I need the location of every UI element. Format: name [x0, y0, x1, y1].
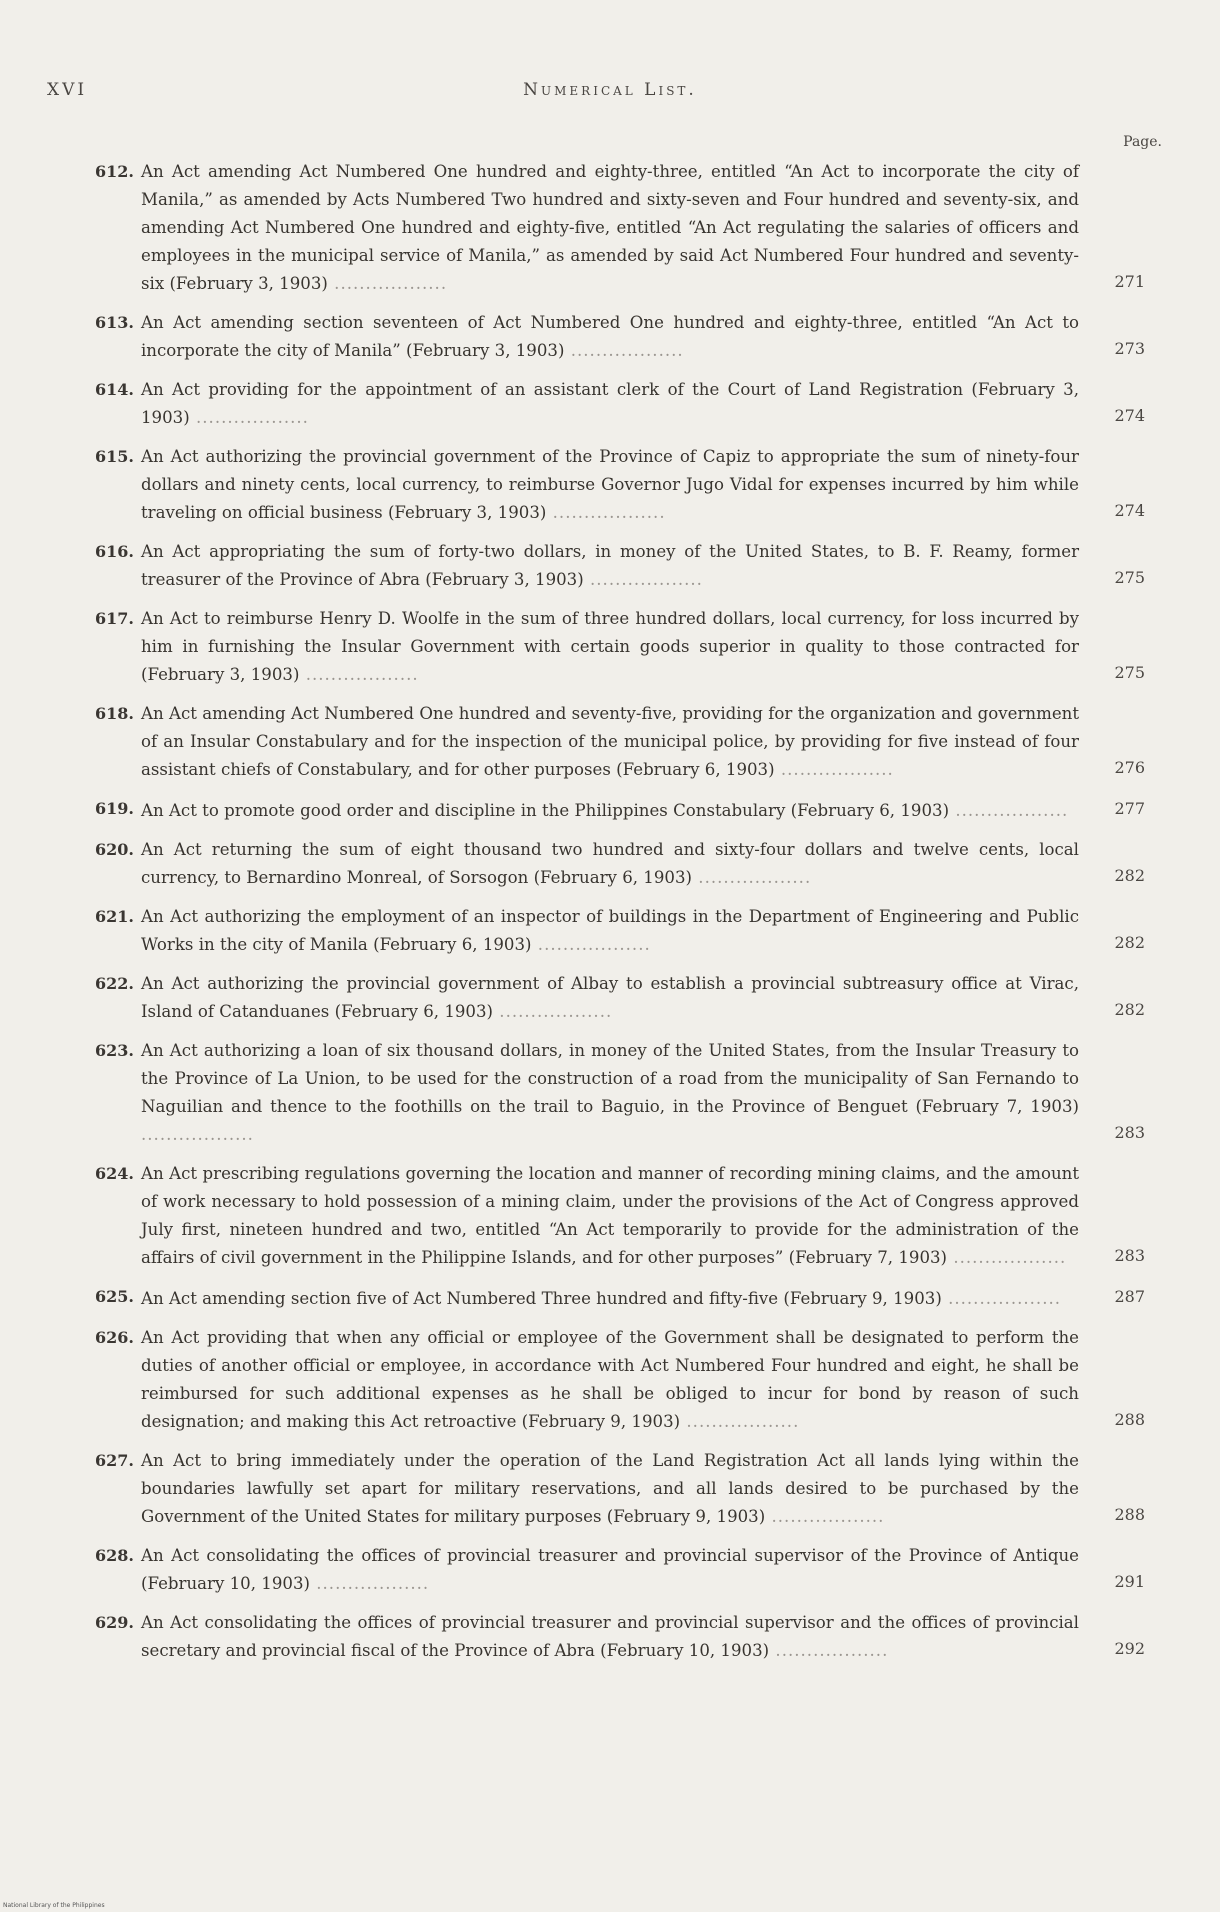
entry-title: [141, 970, 1079, 1026]
list-item: [50, 443, 1145, 527]
entry-title: [141, 1542, 1079, 1598]
list-item: [50, 1447, 1145, 1531]
entry-page-number: 275: [1114, 663, 1145, 682]
entry-title: [141, 605, 1079, 689]
dot-leader: ..................: [680, 1412, 800, 1431]
dot-leader: ..................: [564, 341, 684, 360]
entry-page-number: 277: [1114, 799, 1145, 818]
footer-credit: National Library of the Philippines: [3, 1902, 105, 1909]
entry-title: [141, 1324, 1079, 1436]
dot-leader: ..................: [309, 1574, 430, 1593]
entry-text: An Act prescribing regulations governing the location and manner of recording mining claims, and the amount of work necessary to hold possession of a mining claim, under the provisions of the Act of Congress approved July first, nineteen hundred and two, entitled “An Act temporarily to provide for the administration of the affairs of civil government in the Philippine Islands, and for other purposes” (February 7, 1903): [141, 1164, 1079, 1267]
entry-number: 617.: [95, 609, 134, 628]
dot-leader: ..................: [189, 408, 309, 427]
entry-text: An Act providing that when any official or employee of the Government shall be designated to perform the duties of another official or employee, in accordance with Act Numbered Four hundred and eight, he shall be reimbursed for such additional expenses as he shall be obliged to incur for bond by reason of such designation; and making this Act retroactive (February 9, 1903): [141, 1328, 1079, 1431]
entry-page-number: 282: [1114, 933, 1145, 952]
entry-page-number: 283: [1114, 1123, 1145, 1142]
running-head: [47, 80, 1173, 110]
entry-text: An Act amending Act Numbered One hundred and seventy-five, providing for the organization and government of an Insular Constabulary and for the inspection of the municipal police, by providing for five instead of four assistant chiefs of Constabulary, and for other purposes (February 6, 1903): [141, 704, 1079, 779]
list-item: [50, 1037, 1145, 1149]
entry-title: [141, 797, 1079, 825]
page-number: XVI: [47, 80, 88, 100]
dot-leader: ..................: [941, 1289, 1062, 1308]
entry-text: An Act consolidating the offices of provincial treasurer and provincial supervisor and the offices of provincial secretary and provincial fiscal of the Province of Abra (February 10, 1903): [141, 1613, 1079, 1660]
entry-title: [141, 903, 1079, 959]
entry-title: [141, 443, 1079, 527]
entry-page-number: 271: [1114, 272, 1145, 291]
entry-page-number: 276: [1114, 758, 1145, 777]
entry-title: [141, 1447, 1079, 1531]
entry-number: 618.: [95, 704, 134, 723]
page-title: Numerical List.: [523, 80, 697, 100]
dot-leader: ..................: [769, 1641, 889, 1660]
entry-page-number: 287: [1114, 1287, 1145, 1306]
entry-page-number: 291: [1114, 1572, 1145, 1591]
list-item: [50, 1283, 1145, 1313]
entry-number: 624.: [95, 1164, 134, 1183]
entry-number: 612.: [95, 162, 134, 181]
entry-text: An Act appropriating the sum of forty-two dollars, in money of the United States, to B. F. Reamy, former treasurer of the Province of Abra (February 3, 1903): [141, 542, 1079, 589]
entry-number: 628.: [95, 1546, 134, 1565]
entry-text: An Act amending Act Numbered One hundred and eighty-three, entitled “An Act to incorporate the city of Manila,” as amended by Acts Numbered Two hundred and sixty-seven and Four hundred and seventy-six, and amending Act Numbered One hundred and eighty-five, entitled “An Act regulating the salaries of officers and employees in the municipal service of Manila,” as amended by said Act Numbered Four hundred and seventy-six (February 3, 1903): [141, 162, 1079, 293]
entry-list: [50, 158, 1145, 1676]
entry-number: 616.: [95, 542, 134, 561]
entry-text: An Act authorizing the provincial government of the Province of Capiz to appropriate the sum of ninety-four dollars and ninety cents, local currency, to reimburse Governor Jugo Vidal for expenses incurred by him while traveling on official business (February 3, 1903): [141, 447, 1079, 522]
list-item: [50, 903, 1145, 959]
entry-number: 621.: [95, 907, 134, 926]
entry-title: [141, 376, 1079, 432]
entry-text: An Act consolidating the offices of provincial treasurer and provincial supervisor of the Province of Antique (February 10, 1903): [141, 1546, 1079, 1593]
entry-page-number: 273: [1114, 339, 1145, 358]
dot-leader: ..................: [493, 1002, 613, 1021]
list-item: [50, 795, 1145, 825]
entry-text: An Act to promote good order and discipline in the Philippines Constabulary (February 6, 1903): [141, 801, 950, 820]
entry-number: 620.: [95, 840, 134, 859]
entry-text: An Act authorizing a loan of six thousand dollars, in money of the United States, from the Insular Treasury to the Province of La Union, to be used for the construction of a road from the municipality of San Fernando to Naguilian and thence to the foothills on the trail to Baguio, in the Province of Benguet (February 7, 1903): [141, 1041, 1079, 1116]
entry-number: 615.: [95, 447, 134, 466]
entry-title: [141, 1037, 1079, 1149]
entry-title: [141, 538, 1079, 594]
entry-title: [141, 1285, 1079, 1313]
entry-text: An Act to bring immediately under the operation of the Land Registration Act all lands lying within the boundaries lawfully set apart for military reservations, and all lands desired to be purchased by the Government of the United States for military purposes (February 9, 1903): [141, 1451, 1079, 1526]
entry-title: [141, 1160, 1079, 1272]
entry-page-number: 282: [1114, 1000, 1145, 1019]
list-item: [50, 605, 1145, 689]
dot-leader: ..................: [692, 868, 812, 887]
dot-leader: ..................: [765, 1507, 885, 1526]
dot-leader: ..................: [546, 503, 666, 522]
entry-page-number: 274: [1114, 501, 1145, 520]
dot-leader: ..................: [327, 274, 448, 293]
entry-number: 619.: [95, 799, 134, 818]
list-item: [50, 970, 1145, 1026]
entry-number: 623.: [95, 1041, 134, 1060]
entry-page-number: 282: [1114, 866, 1145, 885]
dot-leader: ..................: [299, 665, 419, 684]
list-item: [50, 1542, 1145, 1598]
entry-text: An Act returning the sum of eight thousand two hundred and sixty-four dollars and twelve cents, local currency, to Bernardino Monreal, of Sorsogon (February 6, 1903): [141, 840, 1079, 887]
entry-page-number: 288: [1114, 1410, 1145, 1429]
entry-text: An Act providing for the appointment of an assistant clerk of the Court of Land Registration (February 3, 1903): [141, 380, 1079, 427]
entry-number: 614.: [95, 380, 134, 399]
list-item: [50, 309, 1145, 365]
entry-page-number: 283: [1114, 1246, 1145, 1265]
entry-number: 613.: [95, 313, 134, 332]
entry-text: An Act authorizing the employment of an inspector of buildings in the Department of Engineering and Public Works in the city of Manila (February 6, 1903): [141, 907, 1079, 954]
entry-title: [141, 309, 1079, 365]
dot-leader: ..................: [141, 1125, 254, 1144]
dot-leader: ..................: [583, 570, 703, 589]
entry-title: [141, 836, 1079, 892]
entry-title: [141, 1609, 1079, 1665]
entry-text: An Act to reimburse Henry D. Woolfe in the sum of three hundred dollars, local currency, for loss incurred by him in furnishing the Insular Government with certain goods superior in quality to those contracted for (February 3, 1903): [141, 609, 1079, 684]
entry-number: 622.: [95, 974, 134, 993]
list-item: [50, 700, 1145, 784]
list-item: [50, 1160, 1145, 1272]
entry-number: 629.: [95, 1613, 134, 1632]
list-item: [50, 376, 1145, 432]
list-item: [50, 538, 1145, 594]
dot-leader: ..................: [947, 1248, 1067, 1267]
list-item: [50, 158, 1145, 298]
dot-leader: ..................: [531, 935, 651, 954]
entry-text: An Act amending section five of Act Numbered Three hundred and fifty-five (February 9, 1903): [141, 1289, 942, 1308]
list-item: [50, 1609, 1145, 1665]
entry-page-number: 288: [1114, 1505, 1145, 1524]
list-item: [50, 836, 1145, 892]
entry-page-number: 275: [1114, 568, 1145, 587]
entry-number: 626.: [95, 1328, 134, 1347]
page-column-label: Page.: [1123, 134, 1162, 150]
dot-leader: ..................: [774, 760, 894, 779]
list-item: [50, 1324, 1145, 1436]
entry-title: [141, 700, 1079, 784]
entry-text: An Act authorizing the provincial government of Albay to establish a provincial subtreasury office at Virac, Island of Catanduanes (February 6, 1903): [141, 974, 1079, 1021]
entry-number: 625.: [95, 1287, 134, 1306]
entry-number: 627.: [95, 1451, 134, 1470]
dot-leader: ..................: [949, 801, 1069, 820]
entry-title: [141, 158, 1079, 298]
entry-page-number: 274: [1114, 406, 1145, 425]
entry-page-number: 292: [1114, 1639, 1145, 1658]
entry-text: An Act amending section seventeen of Act Numbered One hundred and eighty-three, entitled “An Act to incorporate the city of Manila” (February 3, 1903): [141, 313, 1079, 360]
